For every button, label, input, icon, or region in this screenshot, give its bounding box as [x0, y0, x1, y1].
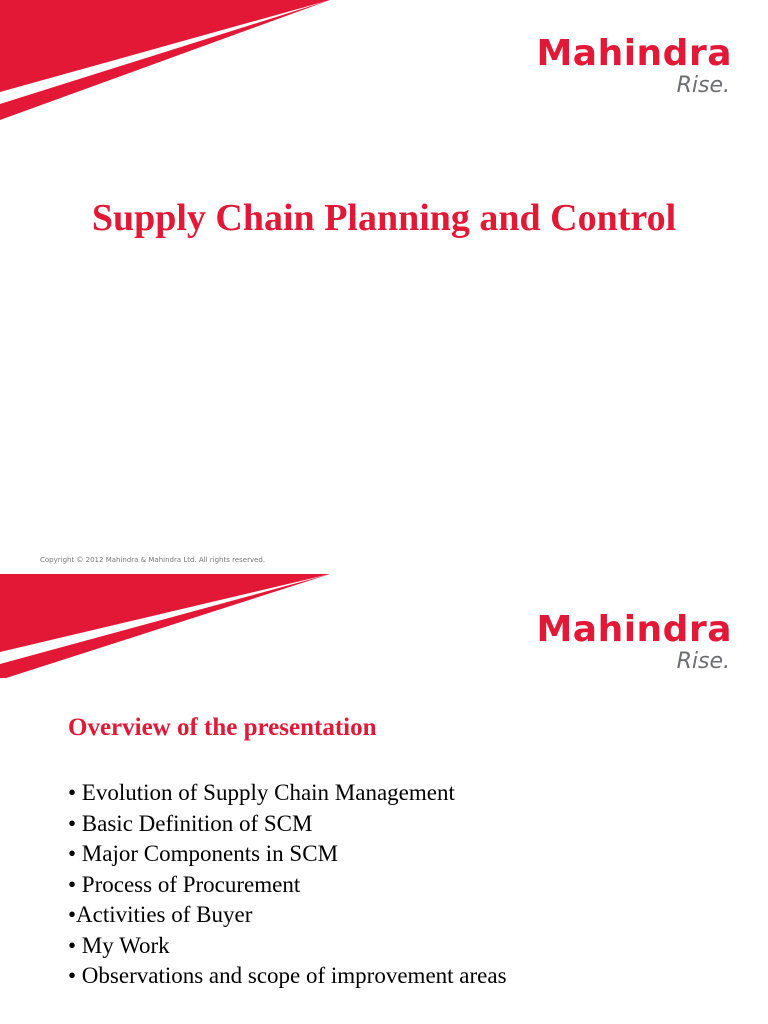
list-item: • Basic Definition of SCM [68, 810, 313, 836]
overview-slide [0, 568, 768, 1024]
logo-wordmark: Mahindra [536, 33, 732, 74]
swoosh-band [0, 0, 330, 120]
brand-logo [536, 609, 732, 674]
agenda-list [68, 778, 507, 992]
list-item: •Activities of Buyer [68, 902, 253, 927]
swoosh-band [0, 574, 330, 678]
list-item: • Major Components in SCM [68, 841, 339, 866]
list-item: • My Work [68, 932, 170, 958]
copyright-notice: Copyright © 2012 Mahindra & Mahindra Ltd. All rights reserved. [40, 556, 266, 564]
logo-wordmark: Mahindra [536, 609, 732, 650]
slide-title: Supply Chain Planning and Control [91, 197, 677, 239]
list-item: • Process of Procurement [68, 871, 301, 897]
logo-tagline: Rise. [676, 73, 730, 98]
list-item: • Observations and scope of improvement areas [68, 963, 507, 988]
red-swoosh-graphic [0, 568, 340, 678]
logo-tagline: Rise. [676, 649, 730, 674]
section-heading: Overview of the presentation [68, 714, 377, 741]
brand-logo [536, 33, 732, 98]
red-swoosh-graphic [0, 0, 340, 130]
list-item: • Evolution of Supply Chain Management [68, 780, 455, 805]
